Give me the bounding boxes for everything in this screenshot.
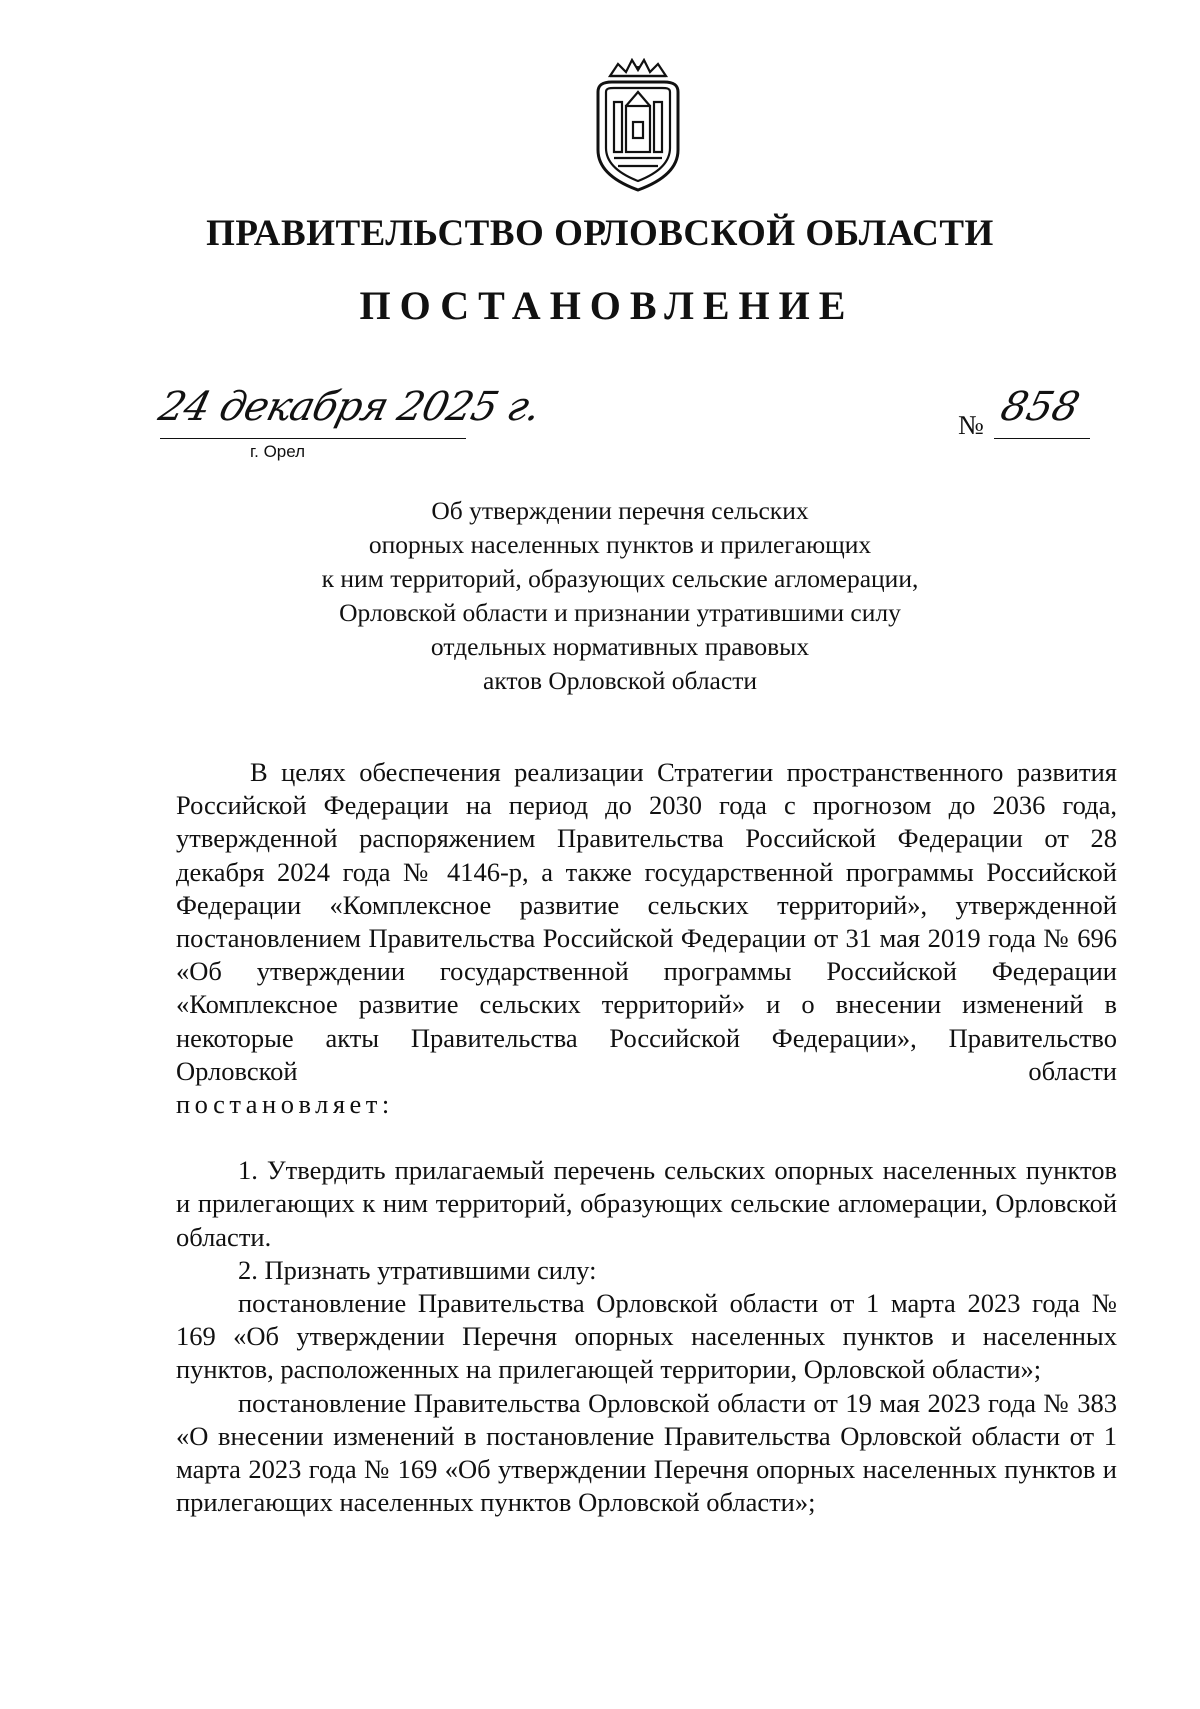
handwritten-number: 858 xyxy=(996,384,1085,430)
date-underline xyxy=(160,438,466,439)
item-1-paragraph: 1. Утвердить прилагаемый перечень сельских опорных населенных пунктов и прилегающих к ним территорий, образующих сельские агломерации, Орловской области. xyxy=(176,1155,1117,1252)
document-type: ПОСТАНОВЛЕНИЕ xyxy=(359,283,855,328)
title-line: Об утверждении перечня сельских xyxy=(431,496,809,525)
government-name: ПРАВИТЕЛЬСТВО ОРЛОВСКОЙ ОБЛАСТИ xyxy=(206,213,994,254)
handwritten-date: 24 декабря 2025 г. xyxy=(154,384,545,430)
item-2-paragraph: 2. Признать утратившими силу: xyxy=(238,1254,597,1285)
repealed-act-1: постановление Правительства Орловской области от 1 марта 2023 года № 169 «Об утверждении Перечня опорных населенных пунктов и населенных пунктов, расположенных на прилегающей территории, Орловской области»; xyxy=(176,1288,1117,1385)
title-line: отдельных нормативных правовых xyxy=(430,632,810,661)
title-line: опорных населенных пунктов и прилегающих xyxy=(368,530,872,559)
city-label: г. Орел xyxy=(250,442,306,461)
preamble-paragraph: В целях обеспечения реализации Стратегии пространственного развития Российской Федерации на период до 2030 года с прогнозом до 2036 года, утвержденной распоряжением Правительства Российской Федерации от 28 декабря 2024 года № 4146-р, а также государственной программы Российской Федерации «Комплексное развитие сельских территорий», утвержденной постановлением Правительства Российской Федерации от 31 мая 2019 года № 696 «Об утверждении государственной программы Российской Федерации «Комплексное развитие сельских территорий» и о внесении изменений в некоторые акты Правительства Российской Федерации», Правительство Орловской области xyxy=(176,757,1117,1086)
document-body xyxy=(176,756,1117,1519)
preamble-verb: постановляет: xyxy=(176,1089,394,1120)
title-line: актов Орловской области xyxy=(483,666,757,695)
number-sign: № xyxy=(958,410,984,440)
title-line: Орловской области и признании утратившими силу xyxy=(339,598,901,627)
title-line: к ним территорий, образующих сельские агломерации, xyxy=(321,564,919,593)
document-title xyxy=(240,494,1000,698)
number-underline xyxy=(994,438,1090,439)
coat-of-arms-icon xyxy=(588,58,688,192)
repealed-act-2: постановление Правительства Орловской области от 19 мая 2023 года № 383 «О внесении изменений в постановление Правительства Орловской области от 1 марта 2023 года № 169 «Об утверждении Перечня опорных населенных пунктов и прилегающих населенных пунктов Орловской области»; xyxy=(176,1387,1117,1518)
